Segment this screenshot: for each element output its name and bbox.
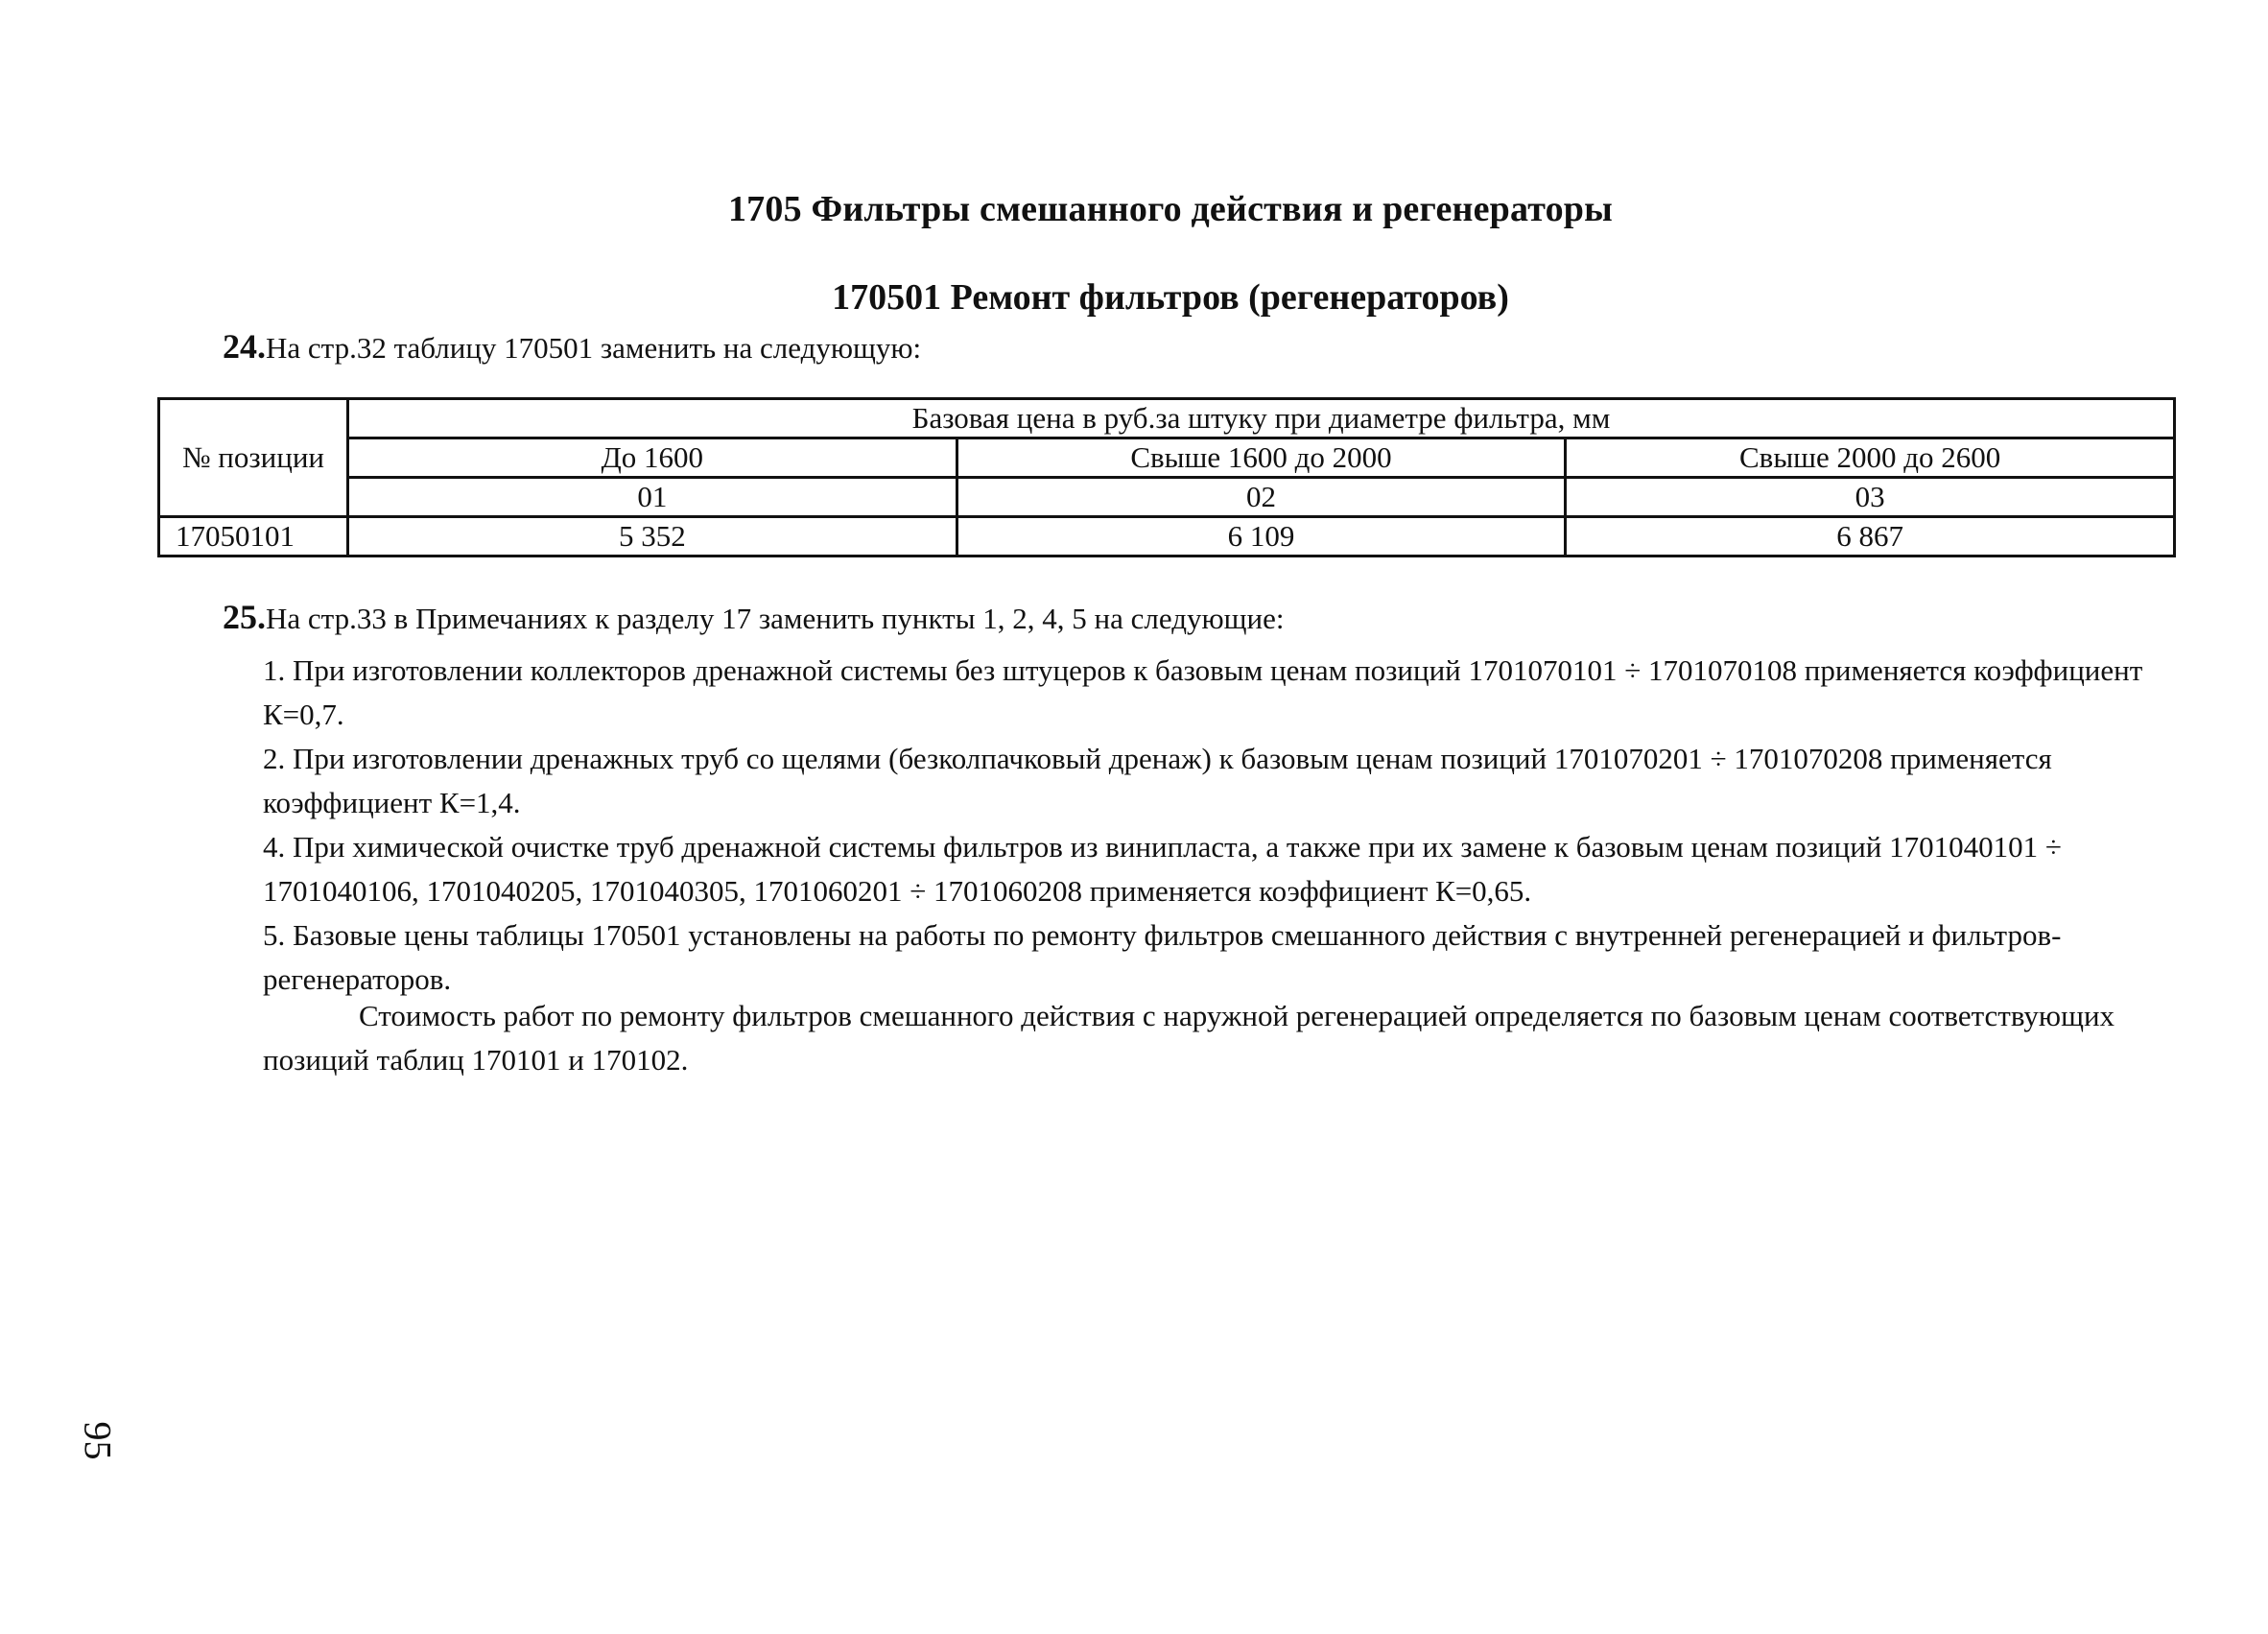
- item-24-number: 24.: [223, 327, 266, 366]
- table-column-codes-row: [159, 478, 2175, 517]
- price-table: [157, 397, 2176, 557]
- item-24-text: На стр.32 таблицу 170501 заменить на следующую:: [266, 331, 922, 365]
- position-code: 17050101: [159, 517, 348, 557]
- item-25-number: 25.: [223, 598, 266, 636]
- column-code: 01: [348, 478, 957, 517]
- column-label: Свыше 2000 до 2600: [1566, 438, 2175, 478]
- column-code: 02: [957, 478, 1566, 517]
- page-number: 95: [76, 1421, 120, 1460]
- note-4: 4. При химической очистке труб дренажной системы фильтров из винипласта, а также при их замене к базовым ценам позиций 1701040101 ÷ 1701040106, 1701040205, 1701040305, 1701060201 ÷ 1701060208 применяется коэффициент К=0,65.: [263, 830, 2062, 908]
- column-label: Свыше 1600 до 2000: [957, 438, 1566, 478]
- table-row: [159, 517, 2175, 557]
- note-2: 2. При изготовлении дренажных труб со щелями (безколпачковый дренаж) к базовым ценам позиций 1701070201 ÷ 1701070208 применяется коэффициент К=1,4.: [263, 742, 2052, 819]
- price-group-header: Базовая цена в руб.за штуку при диаметре фильтра, мм: [348, 399, 2175, 438]
- item-25-text: На стр.33 в Примечаниях к разделу 17 заменить пункты 1, 2, 4, 5 на следующие:: [266, 602, 1285, 635]
- table-column-labels-row: [159, 438, 2175, 478]
- note-5-continuation: Стоимость работ по ремонту фильтров смешанного действия с наружной регенерацией определяется по базовым ценам соответствующих позиций таблиц 170101 и 170102.: [263, 999, 2115, 1077]
- column-code: 03: [1566, 478, 2175, 517]
- price-cell: 6 867: [1566, 517, 2175, 557]
- item-25: [223, 595, 1285, 641]
- note-5: 5. Базовые цены таблицы 170501 установлены на работы по ремонту фильтров смешанного действия с внутренней регенерацией и фильтров-регенераторов.: [263, 918, 2062, 996]
- note-1: 1. При изготовлении коллекторов дренажной системы без штуцеров к базовым ценам позиций 1701070101 ÷ 1701070108 применяется коэффициент К=0,7.: [263, 653, 2143, 731]
- section-title: 1705 Фильтры смешанного действия и регенераторы: [727, 189, 1613, 229]
- price-cell: 5 352: [348, 517, 957, 557]
- subsection-title: 170501 Ремонт фильтров (регенераторов): [832, 277, 1509, 318]
- column-label: До 1600: [348, 438, 957, 478]
- item-24: [223, 324, 921, 370]
- price-cell: 6 109: [957, 517, 1566, 557]
- position-header: № позиции: [159, 399, 348, 517]
- table-header-row: [159, 399, 2175, 438]
